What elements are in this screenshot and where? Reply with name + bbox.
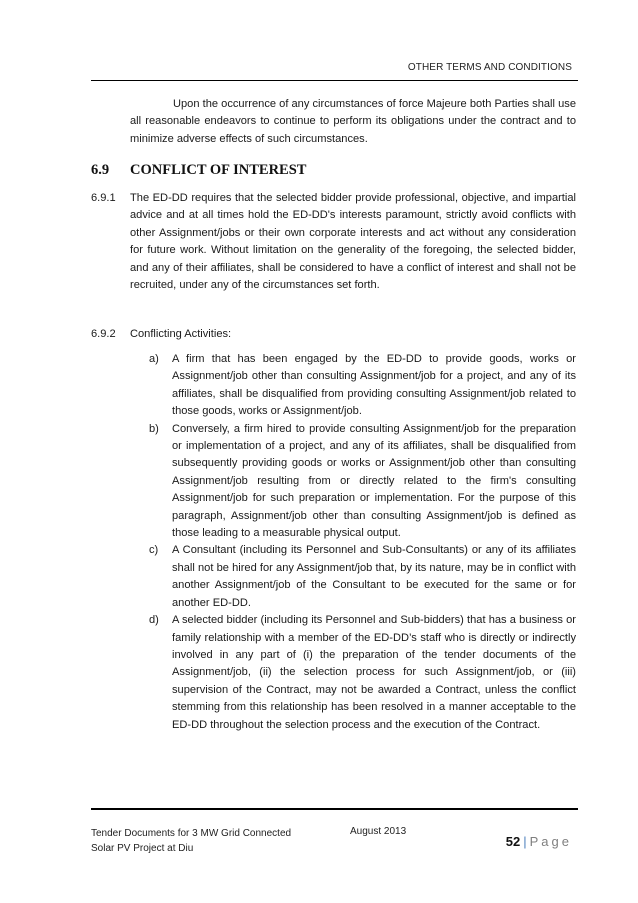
clause-6-9-1 xyxy=(91,190,576,294)
list-item-text: A firm that has been engaged by the ED-DD to provide goods, works or Assignment/job other than consulting Assignment/job for a project, and any of its affiliates, shall be disqualified from providing consulting Assignment/job related to those goods, works or Assignment/job. xyxy=(172,353,576,418)
intro-block xyxy=(130,96,576,148)
clause-title: Conflicting Activities: xyxy=(130,328,232,340)
list-item-label: d) xyxy=(149,614,159,627)
conflicting-activities-list xyxy=(149,351,576,734)
list-item xyxy=(149,612,576,734)
list-item-label: b) xyxy=(149,422,159,435)
header-divider xyxy=(91,80,578,81)
footer-date: August 2013 xyxy=(350,826,407,837)
footer-title-line-1: Tender Documents for 3 MW Grid Connected xyxy=(91,828,292,839)
clause-text: The ED-DD requires that the selected bidder provide professional, objective, and impartial advice and at all times hold the ED-DD's interests paramount, strictly avoid conflicts with other Assignment/jobs or their own corporate interests and act without any consideration for future work. Without limitation on the generality of the foregoing, the selected bidder, and any of their affiliates, shall be considered to have a conflict of interest and shall not be recruited, under any of the circumstances set forth. xyxy=(130,192,576,292)
running-header: OTHER TERMS AND CONDITIONS xyxy=(407,62,572,73)
clause-6-9-2 xyxy=(91,326,576,343)
list-item xyxy=(149,351,576,421)
page-indicator xyxy=(506,834,572,849)
list-item-text: A Consultant (including its Personnel and Sub-Consultants) or any of its affiliates shall not be hired for any Assignment/job that, by its nature, may be in conflict with another Assignment/job of the Consultant to be executed for the same or for another ED-DD. xyxy=(172,544,576,609)
list-item-text: A selected bidder (including its Personnel and Sub-bidders) that has a business or family relationship with a member of the ED-DD’s staff who is directly or indirectly involved in any part of (i) the preparation of the tender documents of the Assignment/job, (ii) the selection process for such Assignment/job, or (iii) supervision of the Contract, may not be awarded a Contract, unless the conflict stemming from this relationship has been resolved in a manner acceptable to the ED-DD throughout the selection process and the execution of the Contract. xyxy=(172,614,576,731)
footer-document-title xyxy=(91,826,291,856)
clause-number: 6.9.1 xyxy=(91,192,116,204)
page-separator: | xyxy=(523,834,527,849)
page-word: Page xyxy=(529,834,572,849)
clause-number: 6.9.2 xyxy=(91,328,116,340)
list-item-text: Conversely, a firm hired to provide consulting Assignment/job for the preparation or implementation of a project, and any of its affiliates, shall be disqualified from subsequently providing goods or works or Assignment/job other than consulting Assignment/job resulting from or directly related to the firm's consulting Assignment/job for such preparation or implementation. For the purpose of this paragraph, Assignment/job other than consulting Assignment/job is defined as those leading to a measurable physical output. xyxy=(172,422,576,540)
section-heading xyxy=(91,162,576,179)
footer-title-line-2: Solar PV Project at Diu xyxy=(91,843,194,854)
section-title: CONFLICT OF INTEREST xyxy=(130,162,307,178)
list-item xyxy=(149,542,576,612)
page-number: 52 xyxy=(505,834,521,849)
section-number: 6.9 xyxy=(91,162,110,178)
list-item-label: c) xyxy=(149,544,159,557)
list-item-label: a) xyxy=(149,353,159,365)
intro-paragraph: Upon the occurrence of any circumstances of force Majeure both Parties shall use all reasonable endeavors to continue to perform its obligations under the contract and to minimize adverse effects of such circumstances. xyxy=(130,98,576,145)
list-item xyxy=(149,421,576,543)
footer-divider xyxy=(91,808,578,810)
